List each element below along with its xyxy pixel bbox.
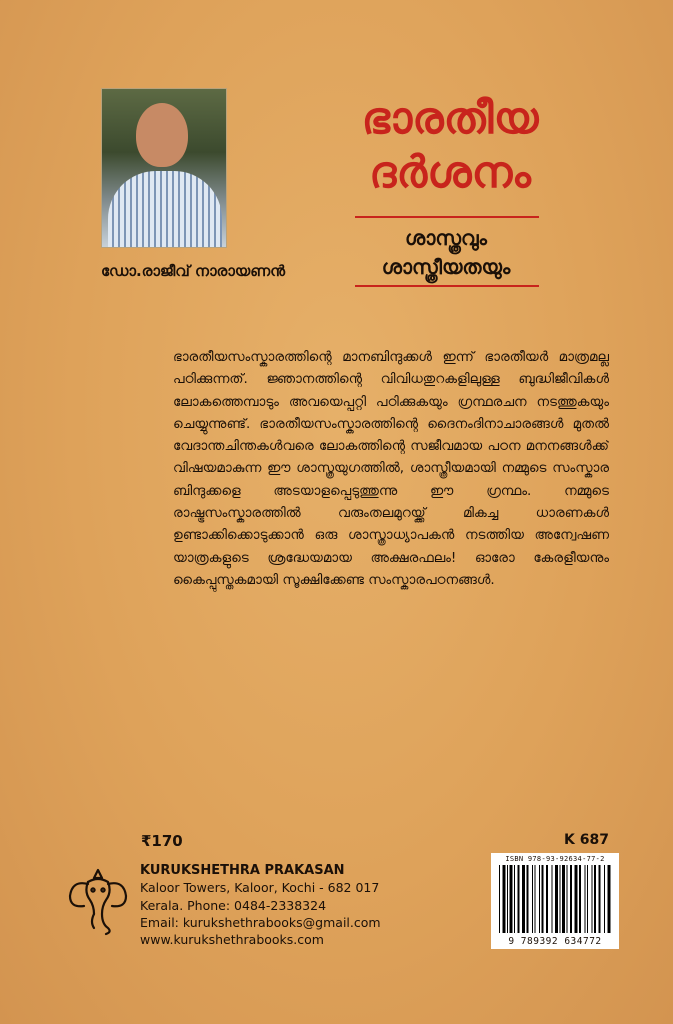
book-title <box>330 92 570 200</box>
book-code: K 687 <box>564 832 609 848</box>
author-name: ഡോ.രാജീവ് നാരായണൻ <box>101 262 285 280</box>
publisher-email: Email: kurukshethrabooks@gmail.com <box>140 914 381 930</box>
isbn-label: ISBN 978-93-92634-77-2 <box>505 855 605 863</box>
author-photo-face <box>136 103 188 167</box>
barcode-number: 9 789392 634772 <box>508 936 602 947</box>
barcode-bars <box>499 865 611 933</box>
publisher-info <box>140 862 381 948</box>
publisher-website: www.kurukshethrabooks.com <box>140 932 324 948</box>
publisher-phone: Kerala. Phone: 0484-2338324 <box>140 897 327 913</box>
blurb-text: ഭാരതീയസംസ്കാരത്തിന്റെ മാനബിന്ദുക്കൾ ഇന്ന് ഭാരതീയർ മാത്രമല്ല പഠിക്കുന്നത്. ജ്ഞാനത്തിന്റെ വിവിധതുറകളിലുള്ള ബുദ്ധിജീവികൾ ലോകത്തെമ്പാടും അവയെപ്പറ്റി പഠിക്കുകയും ഗ്രന്ഥരചന നടത്തുകയും ചെയ്യുന്നുണ്ട്. ഭാരതീയസംസ്കാരത്തിന്റെ ദൈനംദിനാചാരങ്ങൾ മുതൽ വേദാന്തചിന്തകൾവരെ ലോകത്തിന്റെ സജീവമായ പഠന മനനങ്ങൾക്ക് വിഷയമാകുന്ന ഈ ശാസ്ത്രയുഗത്തിൽ, ശാസ്ത്രീയമായി നമ്മുടെ സംസ്കാര ബിന്ദുക്കളെ അടയാളപ്പെടുത്തുന്നു ഈ ഗ്രന്ഥം. നമ്മുടെ രാഷ്ട്രസംസ്കാരത്തിൽ വരുംതലമുറയ്ക്ക് മികച്ച ധാരണകൾ ഉണ്ടാക്കിക്കൊടുക്കാൻ ഒരു ശാസ്ത്രാധ്യാപകൻ നടത്തിയ അന്വേഷണ യാത്രകളുടെ ശ്രദ്ധേയമായ അക്ഷരഫലം! ഓരോ കേരളീയനും കൈപ്പുസ്തകമായി സൂക്ഷിക്കേണ്ട സംസ്കാരപഠനങ്ങൾ. <box>173 349 609 588</box>
publisher-name: KURUKSHETHRA PRAKASAN <box>140 863 345 878</box>
book-title-line-2: ദർശനം <box>369 147 531 198</box>
author-photo-shirt <box>108 171 222 248</box>
subtitle-bottom-rule <box>355 285 539 287</box>
barcode-icon <box>491 853 619 949</box>
book-title-line-1: ഭാരതീയ <box>361 93 539 144</box>
ganesha-emblem-icon <box>66 866 130 938</box>
author-photo <box>101 88 227 248</box>
publisher-address: Kaloor Towers, Kaloor, Kochi - 682 017 <box>140 880 380 896</box>
subtitle-top-rule <box>355 216 539 218</box>
price-label: ₹170 <box>141 832 183 850</box>
book-subtitle-line-1: ശാസ്ത്രവും <box>405 226 487 250</box>
back-cover-blurb <box>173 346 609 716</box>
book-subtitle-line-2: ശാസ്ത്രീയതയും <box>381 255 511 279</box>
book-subtitle <box>340 224 552 282</box>
